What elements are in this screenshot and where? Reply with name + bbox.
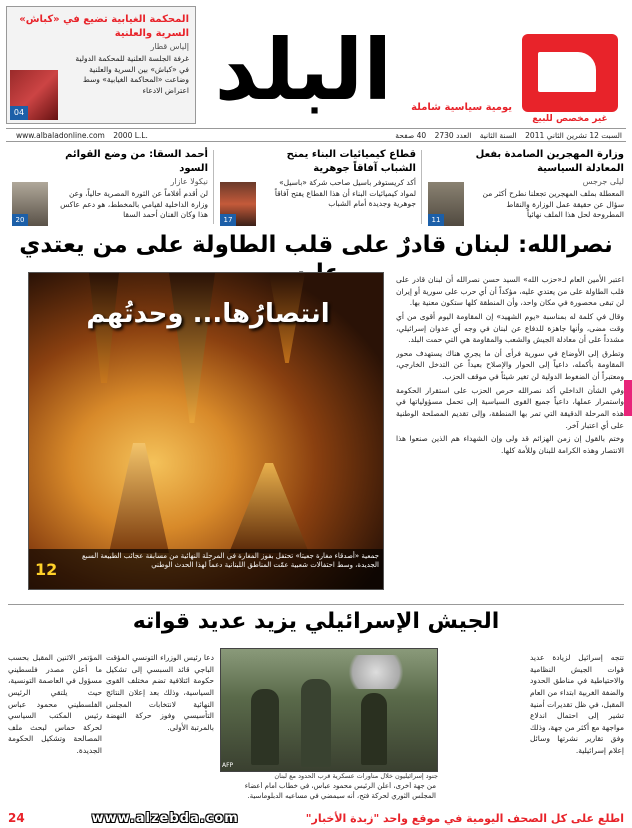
divider [421,150,422,224]
logo-tagline: غير مخصص للبيع [532,114,608,124]
bottom-photo-caption: جنود إسرائيليون خلال مناورات عسكرية قرب الحدود مع لبنان [274,772,438,780]
issue-year: السنة الثانية [479,130,517,140]
masthead [0,0,632,134]
teaser-title[interactable]: أحمد السقا: من وضع القوائم السود [65,149,208,174]
teaser-item[interactable] [12,148,208,226]
footer [0,808,632,828]
issue-date: السبت 12 تشرين الثاني 2011 [525,130,622,140]
top-teaser-author: إلياس قطار [150,42,189,51]
teaser-title[interactable]: قطاع كيميائيات البناء يمنح الشباب آفاقاً جوهرية [286,149,416,174]
top-teaser-body: غرفة الجلسة العلنية للمحكمة الدولية في «كباش» بين السرية والعلنية وضاعت «المحاكمة الغيابية» وسط اعتراض الادعاء [75,54,189,95]
teaser-title[interactable]: وزارة المهجرين الصامدة بفعل المعادلة السياسية [475,149,624,174]
soldier-figure [301,679,331,767]
stalagmite-shape [229,463,309,553]
photo-page-number: 12 [35,560,58,579]
teaser-page-number: 17 [220,214,236,226]
page-number: 24 [8,811,25,825]
smoke-shape [341,655,411,689]
page-count: 40 صفحة [395,130,427,140]
footer-url[interactable]: www.alzebda.com [91,810,239,826]
teaser-item[interactable] [428,148,624,226]
teaser-page-number: 20 [12,214,28,226]
article-paragraph: وتطرق إلى الأوضاع في سورية فرأى أن ما يجري هناك يستهدف محور المقاومة بأكمله، داعياً إلى الحوار والإصلاح بعيداً عن التدخل الخارجي، ومعتبراً أن الضغوط الدولية لن تغير شيئاً في موقف الحزب. [396,348,624,381]
stalagmite-shape [109,443,169,553]
teaser-item[interactable] [220,148,416,226]
teaser-body: لن أقدم أفلاماً عن الثورة المصرية حالياً، وعن وزارة الداخلية لقيامي بالمخطط، هو دعم عاكس هذا وكان الفنان أحمد السقا [60,189,208,219]
top-teaser-page-number: 04 [10,106,28,120]
photo-caption: جمعية «أصدقاء مغارة جعيتا» تحتفل بفوز المغارة في المرحلة النهائية من مسابقة عجائب الطبيعة السبع الجديدة، وسط احتفالات شعبية عمّت المناطق اللبنانية دعماً لهذا الحدث الوطني [29,549,384,589]
issue-number: العدد 2730 [434,130,472,140]
newspaper-slogan: يومية سياسية شاملة [411,102,512,113]
article-paragraph: وقال في كلمة له بمناسبة «يوم الشهيد» إن المقاومة اليوم أقوى من أي وقت مضى، وأنها جاهزة للدفاع عن لبنان في وجه أي عدوان إسرائيلي، مشدداً على أن معادلة الجيش والشعب والمقاومة هي التي حمت البلد. [396,311,624,345]
second-headline[interactable]: الجيش الإسرائيلي يزيد عديد قواته [8,604,624,634]
teaser-page-number: 11 [428,214,444,226]
bottom-photo[interactable] [220,648,438,772]
soldier-figure [251,689,279,765]
side-tab [624,380,632,416]
article-column: من جهة أخرى، أعلن الرئيس محمود عباس، في خطاب أمام أعضاء المجلس الثوري لحركة فتح، أنه سيمضي في مساعيه الدبلوماسية. [244,782,436,800]
website-link[interactable]: www.albaladonline.com [16,130,105,140]
divider [213,150,214,224]
photo-credit: AFP [222,762,234,769]
article-column: دعا رئيس الوزراء التونسي المؤقت الباجي قائد السبسي إلى تشكيل حكومة ائتلافية تضم مختلف القوى السياسية، وذلك بعد إعلان النتائج النهائية لانتخابات المجلس التأسيسي وفوز حركة النهضة بالمرتبة الأولى. [106,653,214,732]
teaser-body: أكد كريستوفر باسيل صاحب شركة «باسيل» لمواد كيميائيات البناء أن هذا القطاع يفتح آفاقاً جوهرية وجديدة أمام الشباب [274,178,416,208]
article-column: المؤتمر الاثنين المقبل بحسب ما أعلن مصدر فلسطيني مسؤول في العاصمة التونسية، حيث يلتقي الرئيس الفلسطيني محمود عباس رئيس المكتب السياسي لحركة حماس لبحث ملف المصالحة وتشكيل الحكومة الجديدة. [8,653,102,755]
main-headline[interactable]: نصرالله: لبنان قادرٌ على قلب الطاولة على من يعتدي [19,232,613,258]
article-column: تتجه إسرائيل لزيادة عديد قوات الجيش النظامية والاحتياطية في مناطق الحدود والضفة الغربية ابتداء من العام المقبل، في ظل تقديرات أمنية تشير إلى احتمال اندلاع مواجهة مع أكثر من جهة، وذلك وفق تقارير نشرتها وسائل إعلام إسرائيلية. [530,653,624,755]
main-photo[interactable] [28,272,384,590]
footer-promo[interactable]: اطلع على كل الصحف اليومية في موقع واحد "زبدة الأخبار" [305,811,624,825]
photo-slogan: انتصارُها... وحدتُهم [86,299,330,329]
teaser-body: المعطلة بملف المهجرين تجعلنا نطرح أكثر من سؤال عن حقيقة عمل الوزارة والنقاط المطروحة لحل هذا الملف نهائياً [482,189,624,219]
article-paragraph: اعتبر الأمين العام لـ«حزب الله» السيد حسن نصرالله أن لبنان قادر على قلب الطاولة على من يعتدي عليه، مؤكداً أن أي حرب على سورية أو إيران لن تبقى محصورة في مكان واحد، وأن المنطقة كلها ستكون معنية بها. [396,275,624,308]
main-article [396,274,624,608]
newspaper-logo-icon[interactable] [522,34,618,112]
article-paragraph: وختم بالقول إن زمن الهزائم قد ولى وإن الشهداء هم الذين صنعوا هذا الانتصار وهذه الكرامة للبنان وللأمة كلها. [396,434,624,455]
teaser-author: نيكولا عازار [170,177,208,186]
price: 2000 L.L. [113,130,148,140]
article-paragraph: وفي الشأن الداخلي أكد نصرالله حرص الحزب على استقرار الحكومة واستمرار عملها، داعياً جميع القوى السياسية إلى تحمل مسؤولياتها في هذه المرحلة الدقيقة التي تمر بها المنطقة، وإلى تقديم المصلحة الوطنية على أي اعتبار آخر. [396,385,624,430]
date-bar [6,128,626,142]
teaser-author: ليلى جرجس [582,177,624,186]
newspaper-title[interactable]: البلد [214,21,392,119]
top-teaser-title[interactable]: المحكمة الغيابية تضيع في «كباش» السرية والعلنية [19,14,189,39]
stalactite-shape [169,273,215,423]
soldier-figure [361,693,387,765]
